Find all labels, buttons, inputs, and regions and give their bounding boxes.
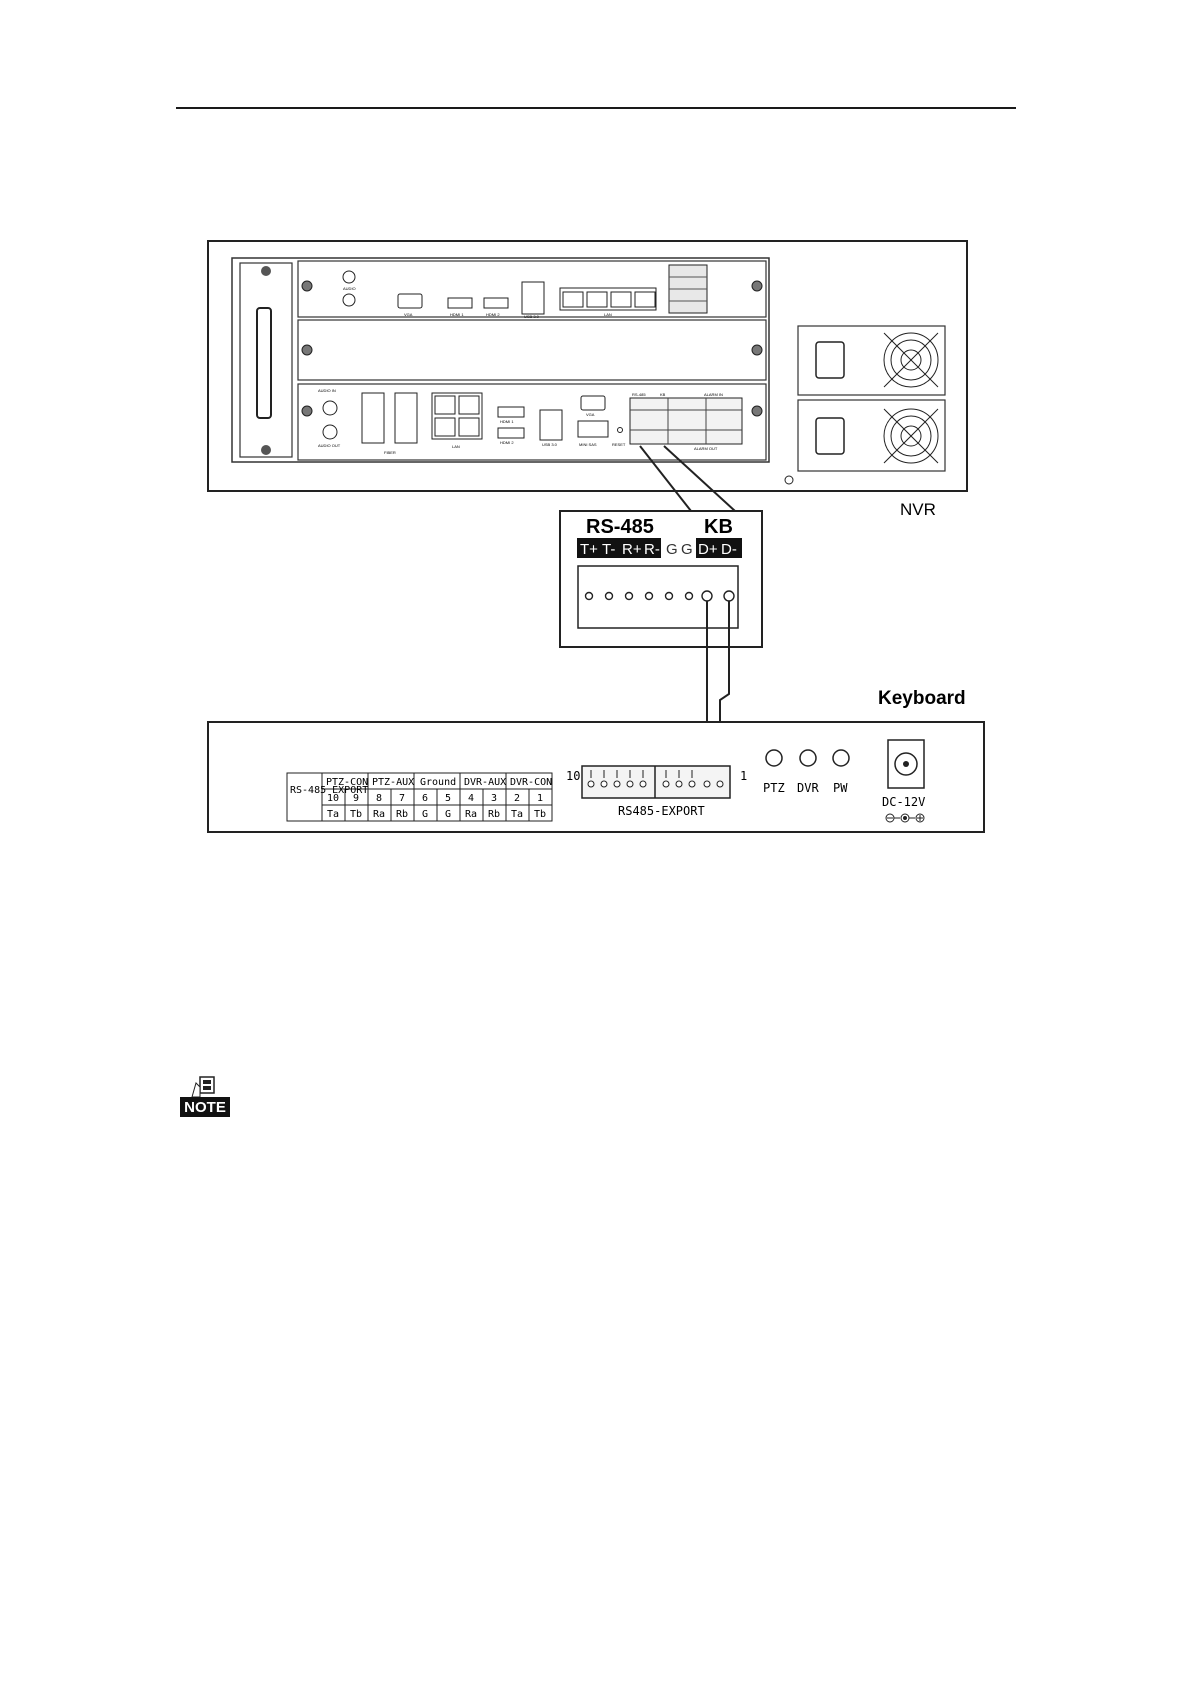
pin-d-plus: D+ [698, 541, 718, 558]
table-num-6: 5 [445, 793, 452, 804]
led-pw-icon [833, 750, 849, 766]
connector-zoom [560, 511, 762, 647]
terminal-label: RS485-EXPORT [618, 804, 705, 818]
nvr-alarm-in-label: ALARM IN [704, 392, 723, 397]
nvr-audio-out-label: AUDIO OUT [318, 443, 341, 448]
nvr-audio-in-label: AUDIO IN [318, 388, 336, 393]
table-group-ground: Ground [420, 777, 457, 788]
table-sig-9: Ta [511, 809, 524, 820]
table-num-8: 3 [491, 793, 498, 804]
nvr-rs485-label: RS-485 [632, 392, 646, 397]
terminal-left-num: 10 [566, 769, 581, 783]
table-num-2: 9 [353, 793, 360, 804]
nvr-usb-label: USB 3.0 [542, 442, 557, 447]
table-group-dvr-con: DVR-CON [510, 777, 553, 788]
nvr-lan-label: LAN [452, 444, 460, 449]
pin-d-minus: D- [721, 541, 737, 558]
connector-kb-label: KB [704, 516, 733, 538]
nvr-hdmi2-label: HDMI 2 [500, 440, 514, 445]
nvr-label: NVR [900, 500, 936, 519]
nvr-reset-label: RESET [612, 442, 626, 447]
note-label: NOTE [184, 1099, 226, 1116]
table-group-ptz-con: PTZ-CON [326, 777, 369, 788]
nvr-alarm-out-label: ALARM OUT [694, 446, 718, 451]
nvr-hdmi1-label: HDMI 1 [500, 419, 514, 424]
keyboard-title: Keyboard [878, 688, 966, 709]
table-num-1: 10 [327, 793, 340, 804]
led-ptz-icon [766, 750, 782, 766]
terminal-right-num: 1 [740, 769, 748, 783]
connector-rs485-label: RS-485 [586, 516, 654, 538]
note-hand-icon [178, 1075, 234, 1121]
pin-g-2: G [681, 541, 693, 558]
nvr-mini-sas-label: MINI SAS [579, 442, 597, 447]
pin-g-1: G [666, 541, 678, 558]
table-num-5: 6 [422, 793, 429, 804]
table-sig-4: Rb [396, 809, 409, 820]
led-dvr-icon [800, 750, 816, 766]
table-sig-10: Tb [534, 809, 547, 820]
table-num-9: 2 [514, 793, 521, 804]
pin-r-minus: R- [644, 541, 660, 558]
nvr-top-vga-label: VGA [404, 312, 413, 317]
table-sig-2: Tb [350, 809, 363, 820]
pin-r-plus: R+ [622, 541, 642, 558]
led-dvr-label: DVR [797, 781, 819, 795]
led-pw-label: PW [833, 781, 848, 795]
table-sig-8: Rb [488, 809, 501, 820]
table-sig-5: G [422, 809, 429, 820]
table-group-ptz-aux: PTZ-AUX [372, 777, 415, 788]
table-sig-1: Ta [327, 809, 340, 820]
nvr-top-hdmi2-label: HDMI 2 [486, 312, 500, 317]
led-ptz-label: PTZ [763, 781, 785, 795]
nvr-fiber-label: FIBER [384, 450, 396, 455]
table-num-3: 8 [376, 793, 383, 804]
nvr-top-audio-label: AUDIO [343, 286, 356, 291]
nvr-kb-label: KB [660, 392, 666, 397]
table-num-10: 1 [537, 793, 544, 804]
pin-t-plus: T+ [580, 541, 598, 558]
table-row-header: RS-485 EXPORT [290, 785, 369, 796]
nvr-vga-label: VGA [586, 412, 595, 417]
table-sig-7: Ra [465, 809, 478, 820]
nvr-top-hdmi1-label: HDMI 1 [450, 312, 464, 317]
note-icon [178, 1075, 234, 1121]
nvr-top-lan-label: LAN [604, 312, 612, 317]
table-sig-3: Ra [373, 809, 386, 820]
rs485-export-table [287, 773, 552, 821]
table-num-4: 7 [399, 793, 406, 804]
table-sig-6: G [445, 809, 452, 820]
nvr-device [208, 241, 967, 519]
table-group-dvr-aux: DVR-AUX [464, 777, 507, 788]
power-label: DC-12V [882, 795, 926, 809]
pin-t-minus: T- [602, 541, 616, 558]
nvr-top-usb-label: USB 3.0 [524, 314, 539, 319]
table-num-7: 4 [468, 793, 475, 804]
keyboard-device [208, 688, 984, 832]
